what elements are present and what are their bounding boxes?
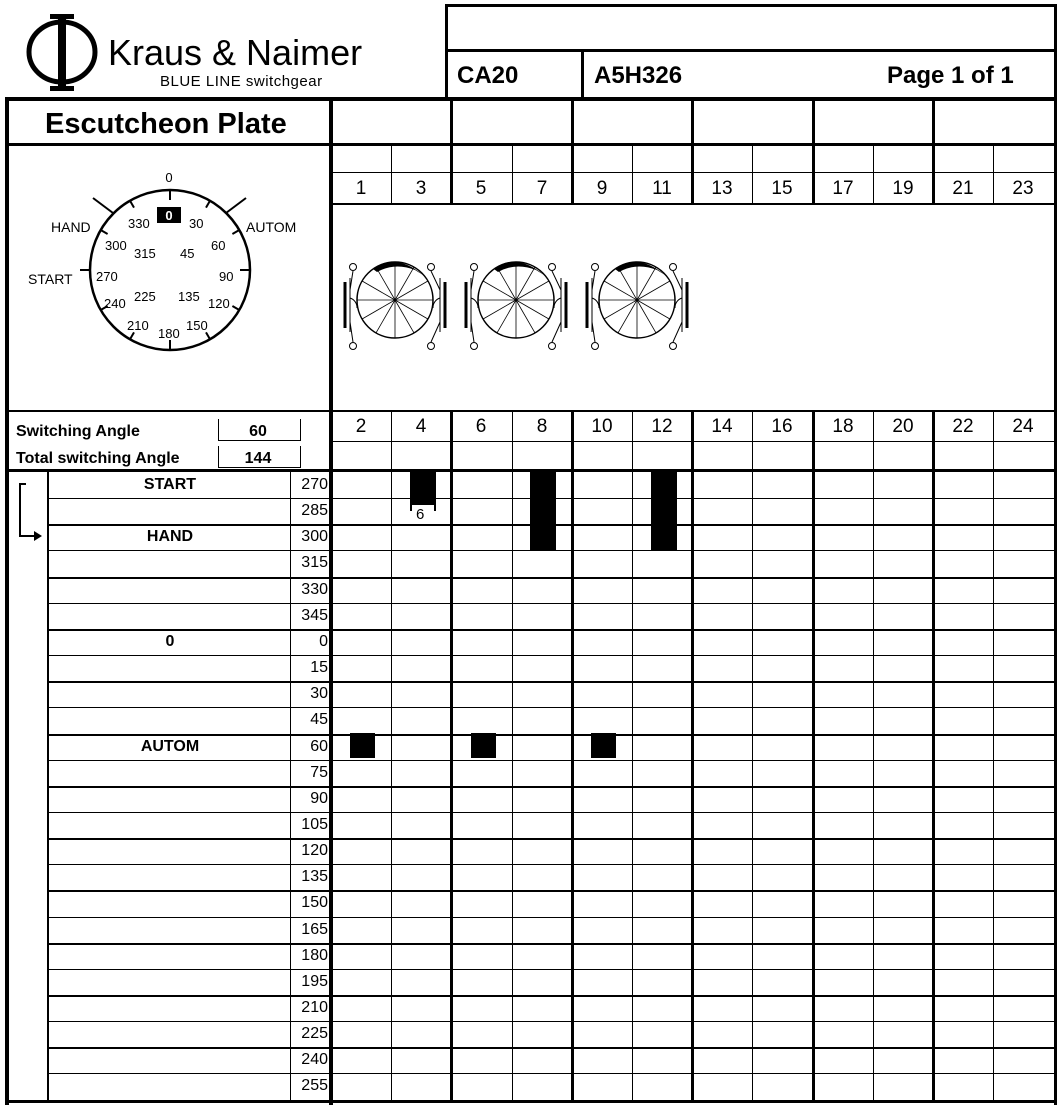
dial-autom-label: AUTOM — [246, 219, 297, 235]
row-angle: 165 — [301, 921, 328, 938]
switching-angle-label: Switching Angle — [16, 423, 140, 440]
switching-angle-box — [218, 419, 301, 441]
brand-logo-icon — [22, 10, 102, 92]
dial-60: 60 — [211, 238, 226, 253]
dial-zero-marker: 0 — [165, 208, 173, 223]
terminal-label: 18 — [832, 416, 854, 437]
total-switching-value: 144 — [244, 450, 272, 467]
contact-block — [591, 733, 616, 758]
cam-diagram-1 — [345, 262, 687, 350]
row-position-label: AUTOM — [140, 738, 200, 755]
contact-block — [410, 472, 436, 505]
row-angle: 15 — [310, 659, 328, 676]
terminal-label: 21 — [952, 178, 974, 199]
row-angle: 285 — [301, 502, 328, 519]
row-angle: 315 — [301, 554, 328, 571]
row-angle: 75 — [310, 764, 328, 781]
dial-240: 240 — [104, 296, 126, 311]
row-angle: 255 — [301, 1077, 328, 1094]
terminal-label: 10 — [591, 416, 613, 437]
terminal-label: 15 — [771, 178, 793, 199]
dial-315: 315 — [134, 246, 156, 261]
terminal-label: 19 — [892, 178, 914, 199]
row-angle: 135 — [301, 868, 328, 885]
terminal-label: 20 — [892, 416, 914, 437]
switching-angle-value: 60 — [249, 423, 267, 440]
terminal-label: 6 — [475, 416, 487, 437]
dial-300: 300 — [105, 238, 127, 253]
row-angle: 330 — [301, 581, 328, 598]
row-position-label: HAND — [146, 528, 194, 545]
terminal-label: 13 — [711, 178, 733, 199]
terminal-label: 1 — [355, 178, 367, 199]
terminal-label: 16 — [771, 416, 793, 437]
terminal-label: 22 — [952, 416, 974, 437]
total-switching-label: Total switching Angle — [16, 450, 180, 467]
dial-225: 225 — [134, 289, 156, 304]
terminal-label: 8 — [536, 416, 548, 437]
dial-45: 45 — [180, 246, 195, 261]
row-position-label: START — [143, 476, 197, 493]
row-angle: 105 — [301, 816, 328, 833]
terminal-label: 4 — [415, 416, 427, 437]
spring-return-bracket — [12, 478, 44, 548]
terminal-label: 14 — [711, 416, 733, 437]
page-indicator: Page 1 of 1 — [887, 62, 1014, 89]
brand-tagline: BLUE LINE switchgear — [160, 73, 323, 90]
row-angle: 195 — [301, 973, 328, 990]
terminal-label: 9 — [596, 178, 608, 199]
dial-210: 210 — [127, 318, 149, 333]
terminal-label: 5 — [475, 178, 487, 199]
terminal-label: 2 — [355, 416, 367, 437]
dial-135: 135 — [178, 289, 200, 304]
dial-30: 30 — [189, 216, 204, 231]
escutcheon-dial — [20, 165, 320, 365]
terminal-label: 23 — [1012, 178, 1034, 199]
dial-330: 330 — [128, 216, 150, 231]
row-angle: 60 — [310, 738, 328, 755]
dial-90: 90 — [219, 269, 234, 284]
section-title: Escutcheon Plate — [45, 108, 287, 140]
contact-block — [471, 733, 496, 758]
row-angle: 120 — [301, 842, 328, 859]
dial-150: 150 — [186, 318, 208, 333]
row-angle: 210 — [301, 999, 328, 1016]
contact-block — [350, 733, 375, 758]
row-angle: 300 — [301, 528, 328, 545]
row-angle: 150 — [301, 894, 328, 911]
terminal-label: 24 — [1012, 416, 1034, 437]
terminal-label: 12 — [651, 416, 673, 437]
dial-120: 120 — [208, 296, 230, 311]
dial-top-label: 0 — [165, 170, 173, 185]
terminal-label: 3 — [415, 178, 427, 199]
terminal-label: 7 — [536, 178, 548, 199]
contact-block — [530, 472, 556, 550]
total-switching-box — [218, 446, 301, 468]
cam-diagram — [345, 262, 445, 350]
row-angle: 225 — [301, 1025, 328, 1042]
row-angle: 90 — [310, 790, 328, 807]
dial-180: 180 — [158, 326, 180, 341]
row-angle: 0 — [319, 633, 328, 650]
row-angle: 345 — [301, 607, 328, 624]
terminal-label: 11 — [652, 178, 672, 199]
contact-block — [651, 472, 677, 550]
dial-hand-label: HAND — [51, 219, 91, 235]
row-angle: 270 — [301, 476, 328, 493]
row-position-label: 0 — [165, 633, 175, 650]
series-code: CA20 — [457, 62, 519, 89]
product-code: A5H326 — [594, 62, 683, 89]
contact-note: 6 — [416, 506, 425, 523]
row-angle: 240 — [301, 1051, 328, 1068]
contact-diagrams — [335, 255, 705, 360]
cam-diagram — [587, 262, 687, 350]
terminal-label: 17 — [832, 178, 854, 199]
brand-name: Kraus & Naimer — [108, 32, 363, 73]
row-angle: 45 — [310, 711, 328, 728]
row-angle: 180 — [301, 947, 328, 964]
dial-270: 270 — [96, 269, 118, 284]
dial-start-label: START — [28, 271, 73, 287]
row-angle: 30 — [310, 685, 328, 702]
cam-diagram — [466, 262, 566, 350]
